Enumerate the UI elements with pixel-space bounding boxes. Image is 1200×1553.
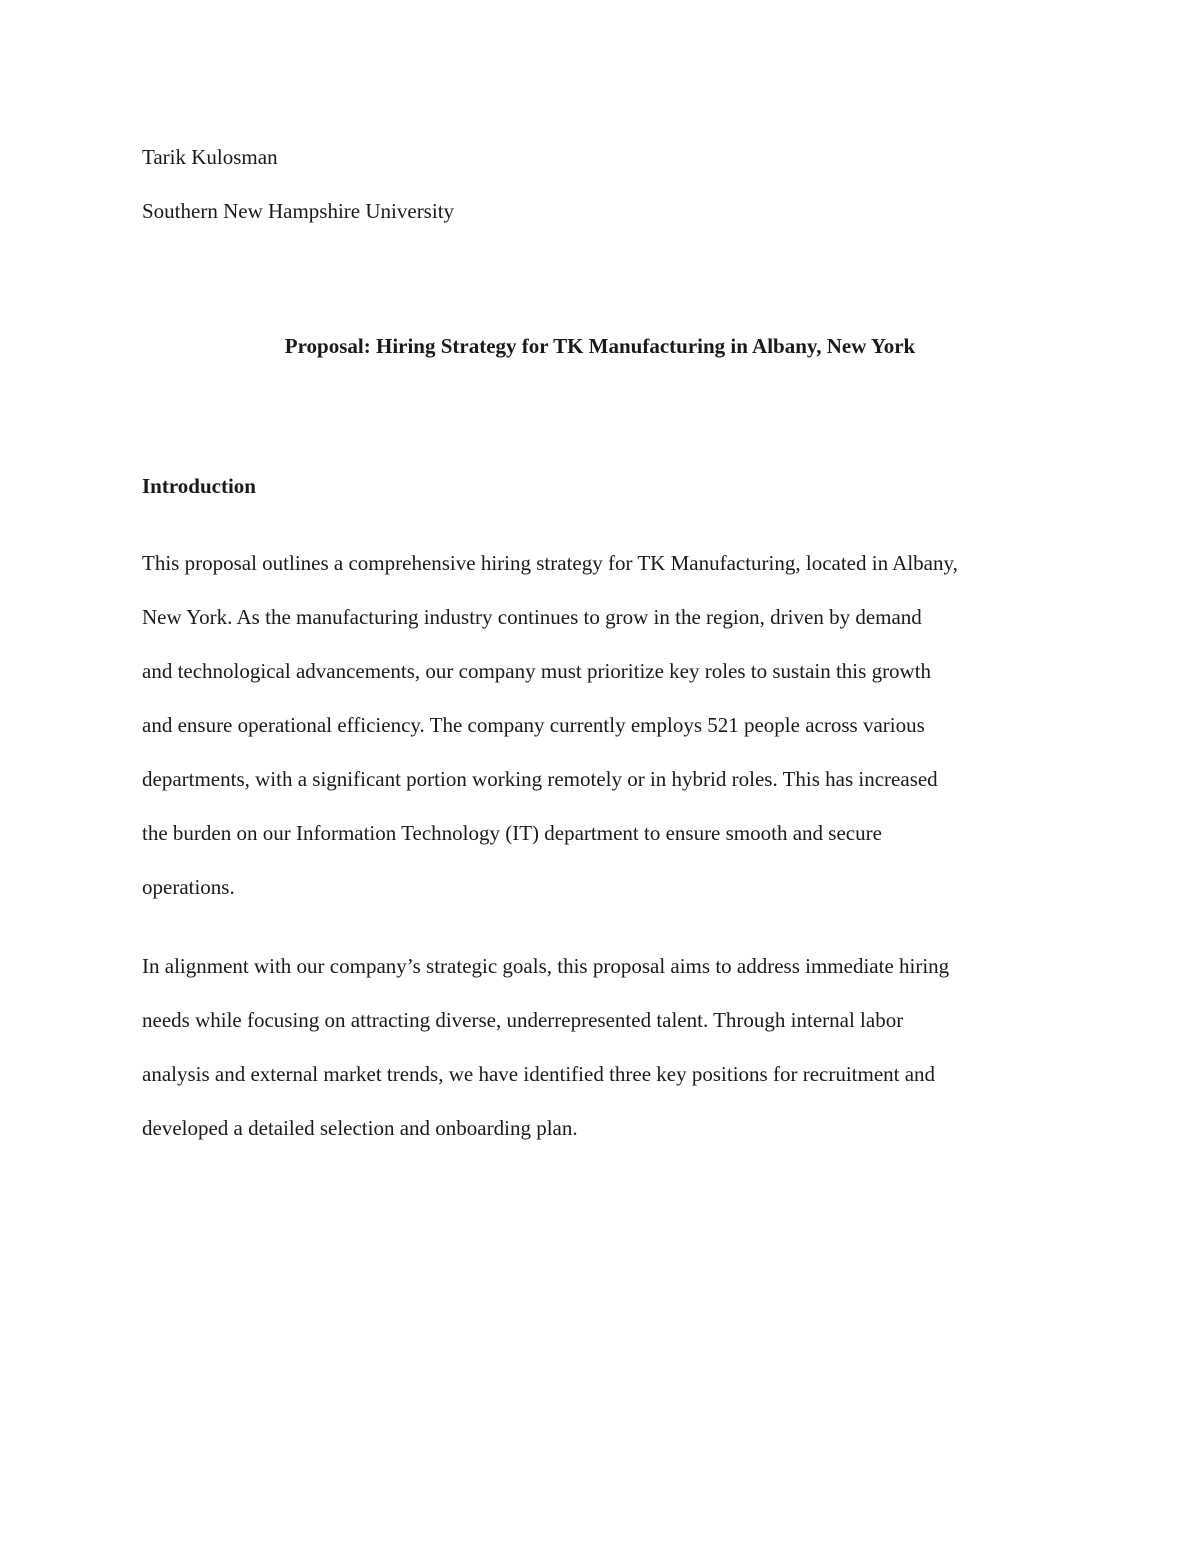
paragraph-line: departments, with a significant portion working remotely or in hybrid roles. This has increased	[142, 767, 938, 791]
paragraph-line: the burden on our Information Technology (IT) department to ensure smooth and secure	[142, 821, 882, 845]
paragraph-line: developed a detailed selection and onboarding plan.	[142, 1116, 578, 1140]
section-heading-introduction: Introduction	[142, 474, 256, 498]
paragraph-line: New York. As the manufacturing industry continues to grow in the region, driven by demand	[142, 605, 922, 629]
paragraph-line: operations.	[142, 875, 235, 899]
paragraph-2	[142, 939, 1072, 1155]
paragraph-1	[142, 536, 1072, 914]
paragraph-line: needs while focusing on attracting diverse, underrepresented talent. Through internal labor	[142, 1008, 904, 1032]
paragraph-line: In alignment with our company’s strategic goals, this proposal aims to address immediate hiring	[142, 954, 950, 978]
paragraph-line: and technological advancements, our company must prioritize key roles to sustain this growth	[142, 659, 932, 683]
author-name: Tarik Kulosman	[142, 145, 278, 169]
paragraph-line: and ensure operational efficiency. The company currently employs 521 people across various	[142, 713, 925, 737]
paragraph-line: analysis and external market trends, we have identified three key positions for recruitment and	[142, 1062, 936, 1086]
institution-name: Southern New Hampshire University	[142, 199, 455, 223]
document-title: Proposal: Hiring Strategy for TK Manufacturing in Albany, New York	[284, 334, 916, 358]
paragraph-line: This proposal outlines a comprehensive hiring strategy for TK Manufacturing, located in Albany,	[142, 551, 958, 575]
